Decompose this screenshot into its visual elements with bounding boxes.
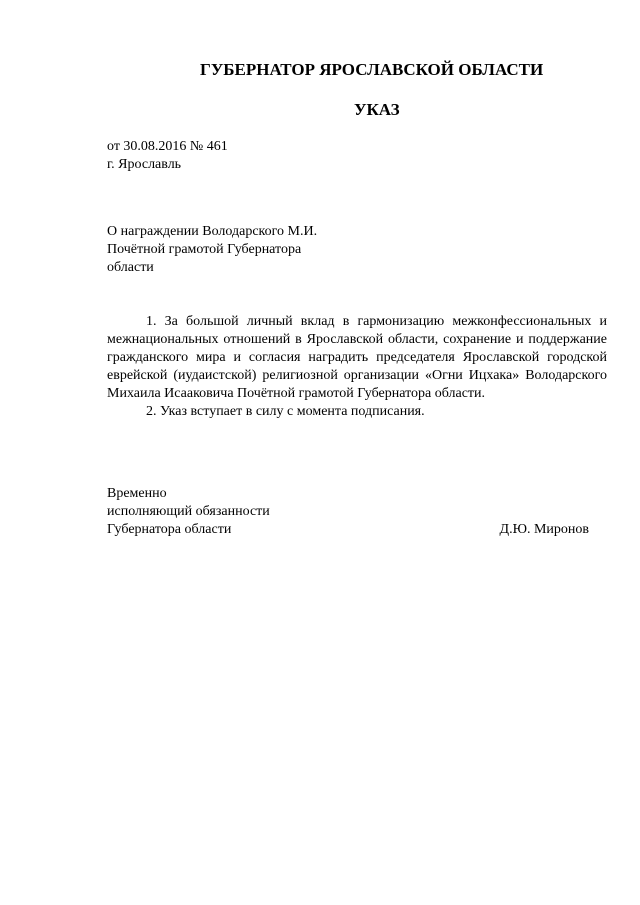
document-subject xyxy=(107,223,317,277)
signatory-position-line: Временно xyxy=(107,486,167,501)
signatory-position-line: исполняющий обязанности xyxy=(107,504,270,519)
body-paragraph: 2. Указ вступает в силу с момента подписания. xyxy=(146,404,425,419)
subject-line: Почётной грамотой Губернатора xyxy=(107,242,302,257)
subject-line: области xyxy=(107,260,154,275)
body-paragraph: 1. За большой личный вклад в гармонизацию межконфессиональных и межнациональных отношений в Ярославской области, сохранение и поддержание гражданского мира и согласия наградить председателя Ярославской городской еврейской (иудаистской) религиозной организации «Огни Ицхака» Володарского Михаила Исааковича Почётной грамотой Губернатора области. xyxy=(107,314,607,401)
date-number-line: от 30.08.2016 № 461 xyxy=(107,139,228,154)
document-authority-title: ГУБЕРНАТОР ЯРОСЛАВСКОЙ ОБЛАСТИ xyxy=(200,60,544,79)
document-type-title: УКАЗ xyxy=(354,100,400,119)
document-body xyxy=(107,313,607,421)
signature-block xyxy=(107,485,589,539)
document-meta xyxy=(107,138,228,174)
signatory-name: Д.Ю. Миронов xyxy=(499,522,589,537)
signatory-final-line xyxy=(107,521,589,539)
subject-line: О награждении Володарского М.И. xyxy=(107,224,318,239)
signatory-position-line: Губернатора области xyxy=(107,522,232,537)
place-line: г. Ярославль xyxy=(107,157,182,172)
